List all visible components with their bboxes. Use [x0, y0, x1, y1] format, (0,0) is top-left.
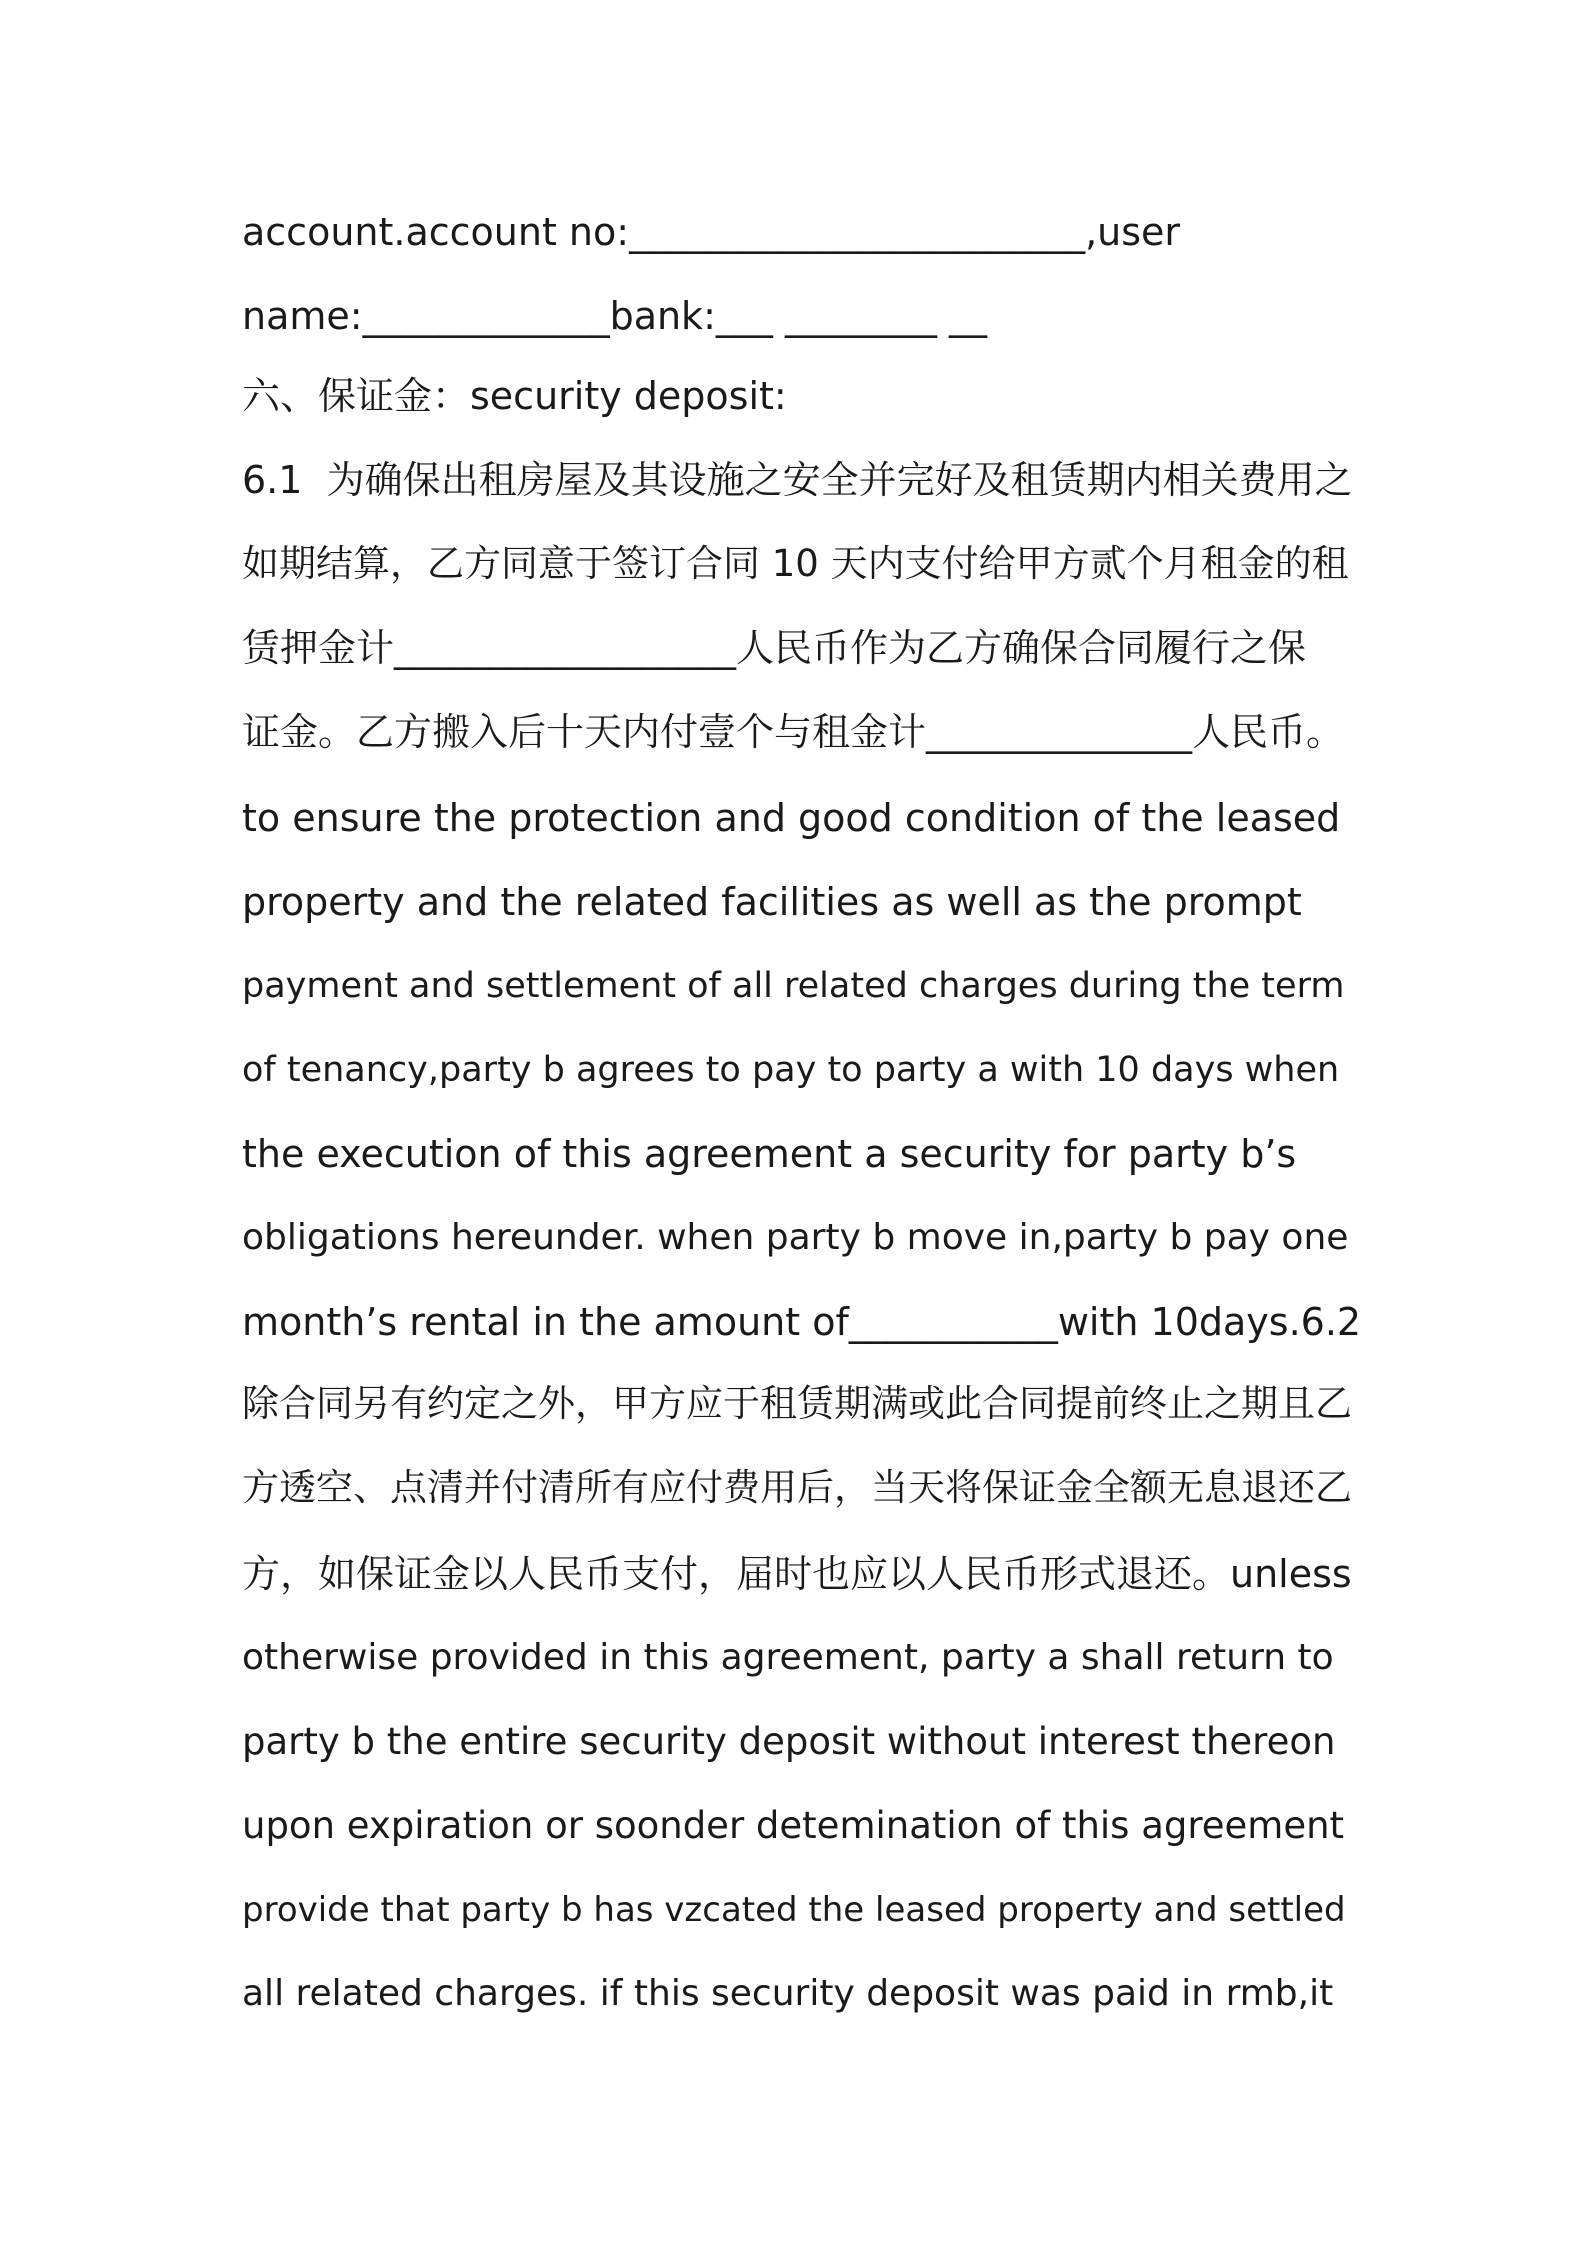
- text-line: property and the related facilities as well as the prompt: [242, 880, 1302, 924]
- text-line: 赁押金计__________________人民币作为乙方确保合同履行之保: [242, 626, 1307, 670]
- text-line: of tenancy,party b agrees to pay to party a with 10 days when: [242, 1050, 1340, 1090]
- text-line: name:_____________bank:___ ________ __: [242, 294, 988, 338]
- text-line: provide that party b has vzcated the leased property and settled: [242, 1890, 1346, 1930]
- text-line: 除合同另有约定之外，甲方应于租赁期满或此合同提前终止之期且乙: [242, 1382, 1352, 1425]
- text-line: to ensure the protection and good condition of the leased: [242, 796, 1341, 840]
- text-line: 6.1 为确保出租房屋及其设施之安全并完好及租赁期内相关费用之: [242, 458, 1353, 502]
- text-line: all related charges. if this security deposit was paid in rmb,it: [242, 1973, 1334, 2014]
- text-line: 方，如保证金以人民币支付，届时也应以人民币形式退还。unless: [242, 1552, 1352, 1596]
- text-line: 方透空、点清并付清所有应付费用后，当天将保证金全额无息退还乙: [242, 1466, 1352, 1509]
- text-line: the execution of this agreement a security for party b’s: [242, 1132, 1297, 1176]
- text-line: month’s rental in the amount of___________with 10days.6.2: [242, 1300, 1362, 1344]
- text-line: obligations hereunder. when party b move in,party b pay one: [242, 1217, 1349, 1258]
- section-heading: 六、保证金：security deposit:: [242, 374, 787, 418]
- text-line: otherwise provided in this agreement, party a shall return to: [242, 1637, 1334, 1678]
- text-line: 证金。乙方搬入后十天内付壹个与租金计______________人民币。: [242, 710, 1345, 754]
- text-line: 如期结算，乙方同意于签订合同 10 天内支付给甲方贰个月租金的租: [242, 542, 1349, 585]
- text-line: upon expiration or soonder detemination of this agreement: [242, 1804, 1345, 1847]
- text-line: payment and settlement of all related charges during the term: [242, 966, 1345, 1006]
- text-line: party b the entire security deposit without interest thereon: [242, 1720, 1336, 1763]
- text-line: account.account no:________________________,user: [242, 210, 1181, 254]
